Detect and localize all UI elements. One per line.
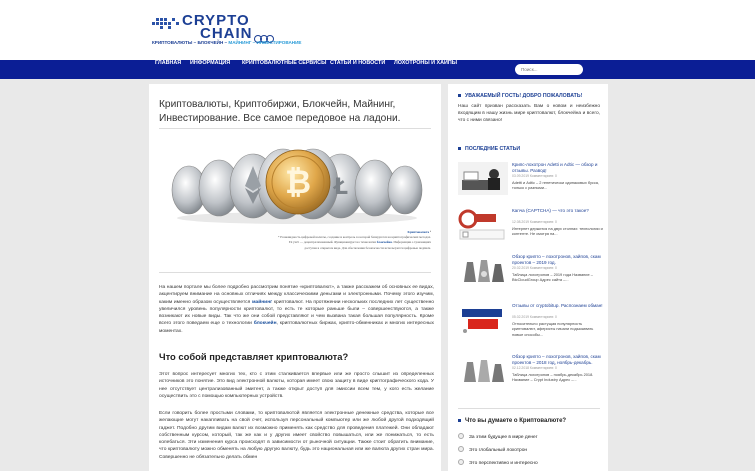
poll-heading: Что вы думаете о Криптовалюте? — [458, 418, 566, 424]
sidebar-post[interactable] — [458, 162, 603, 198]
crypto-definition-caption: Криптовалюта ⁴ * Разновидность цифровой валюты, создание и контроль за которой базируются на криптографических методах. Её учёт — децентрализованный. Функционирует на технологии блокчейна. Информация о транзакциях доступна в открытом виде. Для обеспечения безопасности используются цифровые подписи. — [277, 230, 431, 250]
blockchain-link[interactable]: блокчейн — [253, 321, 277, 327]
post-thumbnail[interactable] — [458, 208, 508, 241]
post-meta: 03.09.2019 Комментариев: 0 — [512, 174, 557, 178]
latest-articles-heading: ПОСЛЕДНИЕ СТАТЬИ — [458, 146, 520, 152]
poll-option-promising[interactable]: Это перспективно и интересно — [458, 459, 598, 468]
logo-text-chain: CHAIN — [200, 25, 253, 42]
post-title[interactable]: Крипс-лохотрон Adetti и Adtic — обзор и отзывы. Развод! — [512, 162, 598, 173]
post-thumbnail[interactable] — [458, 303, 508, 336]
nav-item-info[interactable]: ИНФОРМАЦИЯ — [190, 60, 231, 66]
post-title[interactable]: Капча (CAPTCHA) — что это такое? — [512, 208, 589, 213]
post-title[interactable]: Обзор крипто – лохотронов, хайпов, скам проектов – 2019 год. — [512, 254, 601, 265]
mining-link[interactable]: майнинг — [251, 299, 273, 305]
poll-divider — [458, 408, 600, 409]
logo-tagline: КРИПТОВАЛЮТЫ – БЛОКЧЕЙН – МАЙНИНГ – ИНВЕСТИРОВАНИЕ — [152, 40, 302, 45]
post-excerpt: Adetti и Adtic – 2 генетически одинаковых бусса, только с разными... — [512, 180, 600, 191]
image-divider — [159, 272, 431, 273]
paragraph-explanation: Если говорить более простыми словами, то криптовалютой является электронные денежные средства, которые все желающие могут накапливать на свой счет, используя персональный компьютер или же любой другой подходящий гаджет. Подобно другим видам валют их возможно применять как средство для проведения платежей. Они обладают собственным курсом, который, так же как и у других имеет свойство повышаться, или же понижаться, то есть колебаться. Эти изменения курса происходят в зависимости от рыночной ситуации. Также стоит обратить внимание, что криптовалюту можно обменять на любую другую валюту, будь это национальная или же валюта других стран мира. Совершенно не обязательно делать обмен — [159, 411, 434, 460]
section-heading: Что собой представляет криптовалюта? — [159, 351, 349, 362]
paragraph-definition: Этот вопрос интересует многих тех, кто с этим сталкивается впервые или же просто слышит из определенных источников это понятие. Это вид электронной валюты, которая имеет свою защиту в виде криптографического кода. У нее отсутствует централизованный эмитент, а также открыт доступ для эмиссии всем тем, у кого есть желание осуществить это с помощью компьютерных устройств. — [159, 372, 434, 399]
radio-icon[interactable] — [458, 433, 464, 439]
post-title[interactable]: Отзывы от cryptobitup. Распознаем обман! — [512, 303, 603, 308]
site-header — [0, 0, 755, 60]
logo-text-crypto: CRYPTO — [182, 12, 250, 29]
sidebar-post[interactable] — [458, 354, 603, 390]
nav-item-services[interactable]: КРИПТОВАЛЮТНЫЕ СЕРВИСЫ — [242, 60, 327, 66]
post-thumbnail[interactable] — [458, 254, 508, 287]
page-title: Криптовалюты, Криптобиржи, Блокчейн, Майнинг, Инвестирование. Все самое передовое на ладони. — [159, 99, 401, 124]
post-excerpt: Таблица лохотронов – 2019 года Название – BtcCloudGroup Адрес сайта –... — [512, 272, 593, 283]
logo-rings-icon — [254, 30, 280, 38]
sidebar-post[interactable] — [458, 208, 603, 244]
post-meta: 12.08.2019 Комментариев: 0 — [512, 220, 557, 224]
main-content — [149, 84, 441, 471]
nav-item-articles[interactable]: СТАТЬИ И НОВОСТИ — [330, 60, 386, 66]
post-thumbnail[interactable] — [458, 162, 508, 195]
post-meta: 02.12.2018 Комментариев: 0 — [512, 366, 557, 370]
post-excerpt: Интернет держится на двух столпах: технологии и контенте. Не смотря на... — [512, 226, 603, 237]
welcome-text: Наш сайт призван рассказать Вам о новом и неизбежно входящим в нашу жизнь мире криптовалют, блокчейна и всего, что с ними связано! — [458, 104, 600, 123]
svg-text:Ł: Ł — [333, 175, 349, 200]
nav-item-scams[interactable]: ЛОХОТРОНЫ И ХАЙПЫ — [394, 60, 457, 66]
post-meta: 20.02.2019 Комментариев: 0 — [512, 266, 557, 270]
nav-item-home[interactable]: ГЛАВНАЯ — [155, 60, 182, 66]
svg-text:₿: ₿ — [284, 163, 312, 201]
sidebar-post[interactable] — [458, 303, 603, 339]
post-excerpt: Относительно растущая популярность криптовалют, аферисты начали подыскивать новые способы... — [512, 321, 594, 337]
poll-option-future[interactable]: За этим будущее в мире денег — [458, 433, 598, 442]
radio-icon[interactable] — [458, 459, 464, 465]
site-logo[interactable] — [152, 12, 312, 50]
radio-icon[interactable] — [458, 446, 464, 452]
poll-option-scam[interactable]: Это глобальный лохотрон — [458, 446, 598, 455]
sidebar — [448, 84, 608, 471]
post-meta: 05.02.2019 Комментариев: 0 — [512, 315, 557, 319]
post-thumbnail[interactable] — [458, 354, 508, 387]
search-input[interactable] — [515, 64, 583, 75]
main-navigation — [0, 60, 755, 79]
welcome-heading: УВАЖАЕМЫЙ ГОСТЬ! ДОБРО ПОЖАЛОВАТЬ! — [458, 93, 582, 99]
intro-paragraph: На нашем портале мы более подробно рассмотрим понятие «криптовалют», а также расскажем об основных ее видах, акцентируем внимание на основных отличиях между классическими деньгами и электронными. Почему этого изучим, каким именно образом осуществляется майнинг криптовалют. На протяжении нескольких последних лет существенно увеличился уровень популярности криптовалют, то есть те которые раньше были – совершенствуются, а также возникают их новые виды. Так что же они собой представляют и чем вызвана такая большая популярность. Кроме всего этого поведаем еще о технологии блокчейн, криптовалютных биржах, крипто-обменниках и многих интересных моментах. — [159, 285, 434, 334]
title-divider — [159, 128, 431, 129]
sidebar-post[interactable] — [458, 254, 603, 290]
logo-pixel-icon — [152, 16, 182, 30]
post-title[interactable]: Обзор крипто – лохотронов, хайпов, скам проектов – 2018 год, ноябрь-декабрь. — [512, 354, 601, 365]
post-excerpt: Таблица лохотронов – ноябрь-декабрь 2018. Название – Crypt Industry Адрес –... — [512, 372, 594, 383]
